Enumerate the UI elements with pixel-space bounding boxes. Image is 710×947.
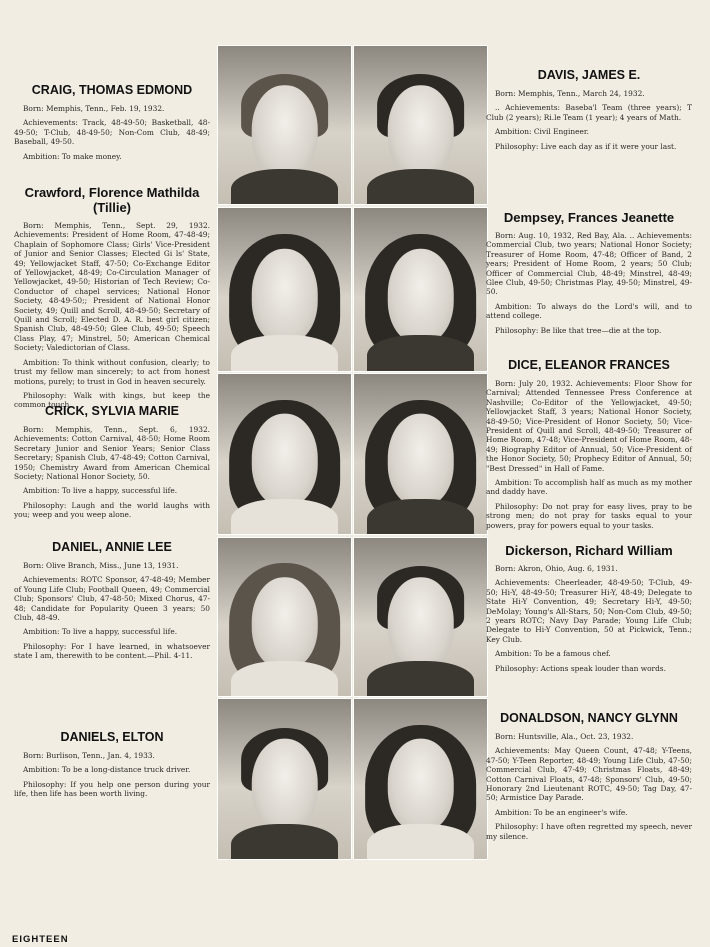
achievements-text: Achievements: Cheerleader, 48-49-50; T-Club, 49-50; Hi-Y, 48-49-50; Treasurer Hi-Y, 48-49; Delegate to State Hi-Y Convention, 49; Secretary Hi-Y, 49-50; DeMolay; Young's All-Stars, 50; Non-Com Club, 49-50; 2 years ROTC; Navy Day Parade; Young Life Club; Delegate to Hi-Y Convention, 50 at Pickwick, Tenn.; Key Club. <box>486 578 692 644</box>
senior-entry-crick <box>14 404 210 525</box>
achievements-text: Achievements: ROTC Sponsor, 47-48-49; Member of Young Life Club; Football Queen, 49; Commercial Club; Sponsors' Club, 47-48-50; Mixed Chorus, 47-48; Candidate for Popularity Queen 3 years; 50 Club, 48-49. <box>14 575 210 623</box>
ambition-text: Ambition: To accomplish half as much as my mother and daddy have. <box>486 478 692 497</box>
achievements-text: Born: Memphis, Tenn., Sept. 6, 1932. Achievements: Cotton Carnival, 48-50; Home Room Secretary Junior and Senior Years; Senior Class Secretary; Spanish Club, 47-48-49; Cotton Carnival, 1950; Chemistry Award from American Chemical Society; National Honor Society, 50. <box>14 425 210 482</box>
page-number: EIGHTEEN <box>12 934 69 945</box>
portrait-crawford <box>217 207 352 372</box>
achievements-text: Achievements: Track, 48-49-50; Basketball, 48-49-50; T-Club, 48-49-50; Non-Com Club, 48-49; Baseball, 49-50. <box>14 118 210 147</box>
ambition-text: Ambition: To be a famous chef. <box>495 649 611 659</box>
born-text: Born: Akron, Ohio, Aug. 6, 1931. <box>495 564 618 573</box>
student-name: Crawford, Florence Mathilda (Tillie) <box>24 185 200 215</box>
achievements-text: Born: Memphis, Tenn., Sept. 29, 1932. Achievements: President of Home Room, 47-48-49; Chaplain of Sophomore Class; Girls' Vice-President of Junior and Senior Classes; Elected Gi ls' State, 49; Yellowjacket Staff, 47-50; Co-Exchange Editor of Yellowjacket, 48-49; Co-Circulation Manager of Yellowjacket, 49-50; Historian of Tech Review; Co-Conductor of chapel services; National Honor Society, 48-49-50;; President of National Honor Society, 49; Quill and Scroll, 48-49-50; Secretary of Quill and Scroll; Elected D. A. R. best girl citizen; Spanish Club, 48-49-50; Glee Club, 49-50; Speech Class Play, 47; Minstrel, 50; American Chemical Society; Valedictorian of Class. <box>14 221 210 353</box>
portrait-donaldson <box>353 698 488 860</box>
student-name: DONALDSON, NANCY GLYNN <box>500 711 678 725</box>
ambition-text: Ambition: To live a happy, successful life. <box>23 486 178 496</box>
student-name: DANIEL, ANNIE LEE <box>52 540 172 554</box>
student-name: Dempsey, Frances Jeanette <box>503 210 675 225</box>
philosophy-text: Philosophy: Actions speak louder than words. <box>495 663 666 673</box>
born-text: Born: Burlison, Tenn., Jan. 4, 1933. <box>23 751 155 760</box>
portrait-dice <box>353 373 488 535</box>
student-name: DAVIS, JAMES E. <box>537 68 641 82</box>
philosophy-text: Philosophy: If you help one person during your life, then life has been worth living. <box>14 779 210 799</box>
senior-entry-donaldson <box>486 711 692 846</box>
ambition-text: Ambition: To be a long-distance truck driver. <box>23 765 191 775</box>
philosophy-text: Philosophy: Be like that tree—die at the top. <box>495 325 662 335</box>
born-text: Born: Memphis, Tenn., Feb. 19, 1932. <box>23 104 165 113</box>
senior-entry-dickerson <box>486 543 692 678</box>
senior-entry-daniel <box>14 540 210 666</box>
ambition-text: Ambition: To be an engineer's wife. <box>495 807 628 817</box>
ambition-text: Ambition: To live a happy, successful life. <box>23 627 178 637</box>
born-text: Born: Olive Branch, Miss., June 13, 1931. <box>23 561 179 570</box>
portrait-dempsey <box>353 207 488 372</box>
achievements-text: Born: July 20, 1932. Achievements: Floor Show for Carnival; Attended Tennessee Press Conference at Nashville; Co-Editor of the Yellowjacket, 49-50; Yellowjacket Staff, 3 years; National Honor Society, 48-49-50; Vice-President of Honor Society, 50; Vice-President of Quill and Scroll, 48-49-50; Treasurer of Home Room, 47-48; Vice-President of Home Room, 48-49; Biography Editor of Annual, 50; Vice-President of the Honor Society, 50; Prophecy Editor of Annual, 50; "Best Dressed" in Hall of Fame. <box>486 379 692 473</box>
achievements-text: Born: Aug. 10, 1932, Red Bay, Ala. .. Achievements: Commercial Club, two years; National Honor Society; Treasurer of Home Room, 47-48; Officer of Band, 2 years; President of Home Room, 2 years; 50 Club; Officer of Commercial Club, 48-49; Minstrel, 48-49; Glee Club, 49-50; Christmas Play, 49-50; Minstrel, 49-50. <box>486 231 692 297</box>
born-text: Born: Huntsville, Ala., Oct. 23, 1932. <box>495 732 634 741</box>
achievements-text: .. Achievements: Baseba'l Team (three years); T Club (2 years); Ri.le Team (1 year); 4 years of Math. <box>486 103 692 122</box>
ambition-text: Ambition: To make money. <box>23 151 122 161</box>
student-name: DANIELS, ELTON <box>60 730 164 744</box>
philosophy-text: Philosophy: Laugh and the world laughs with you; weep and you weep alone. <box>14 500 210 520</box>
student-name: Dickerson, Richard William <box>505 543 673 558</box>
senior-entry-dice <box>486 358 692 535</box>
philosophy-text: Philosophy: Do not pray for easy lives, pray to be strong men; do not pray for tasks equal to your powers, pray for powers equal to your tasks. <box>486 501 692 530</box>
senior-entry-daniels <box>14 730 210 804</box>
ambition-text: Ambition: To think without confusion, clearly; to trust my fellow man sincerely; to act from honest motions, purely; to trust in God in heaven securely. <box>14 357 210 386</box>
achievements-text: Achievements: May Queen Count, 47-48; Y-Teens, 47-50; Y-Teen Reporter, 48-49; Young Life Club, 47-50; Commercial Club, 47-49; Christmas Floats, 48-49; Cotton Carnival Floats, 47-48; Sponsors' Club, 49-50; Honorary 2nd Lieutenant ROTC, 49-50; Tag Day, 47-50; Armistice Day Parade. <box>486 746 692 803</box>
senior-entry-dempsey <box>486 210 692 340</box>
portrait-crick <box>217 373 352 535</box>
student-name: CRAIG, THOMAS EDMOND <box>31 83 193 97</box>
philosophy-text: Philosophy: For I have learned, in whatsoever state I am, therewith to be content.—Phil. 4-11. <box>14 641 210 661</box>
student-name: CRICK, SYLVIA MARIE <box>44 404 180 418</box>
ambition-text: Ambition: Civil Engineer. <box>495 127 589 137</box>
portrait-davis <box>353 45 488 205</box>
portrait-craig <box>217 45 352 205</box>
portrait-daniels <box>217 698 352 860</box>
senior-entry-craig <box>14 83 210 166</box>
philosophy-text: Philosophy: I have often regretted my speech, never my silence. <box>486 822 692 841</box>
senior-entry-davis <box>486 68 692 156</box>
born-text: Born: Memphis, Tenn., March 24, 1932. <box>495 89 645 98</box>
senior-entry-crawford <box>14 185 210 415</box>
portrait-dickerson <box>353 537 488 697</box>
student-name: DICE, ELEANOR FRANCES <box>508 358 670 372</box>
philosophy-text: Philosophy: Walk with kings, but keep the common touch. <box>14 390 210 410</box>
ambition-text: Ambition: To always do the Lord's will, and to attend college. <box>486 301 692 321</box>
portrait-daniel <box>217 537 352 697</box>
philosophy-text: Philosophy: Live each day as if it were your last. <box>495 141 677 151</box>
